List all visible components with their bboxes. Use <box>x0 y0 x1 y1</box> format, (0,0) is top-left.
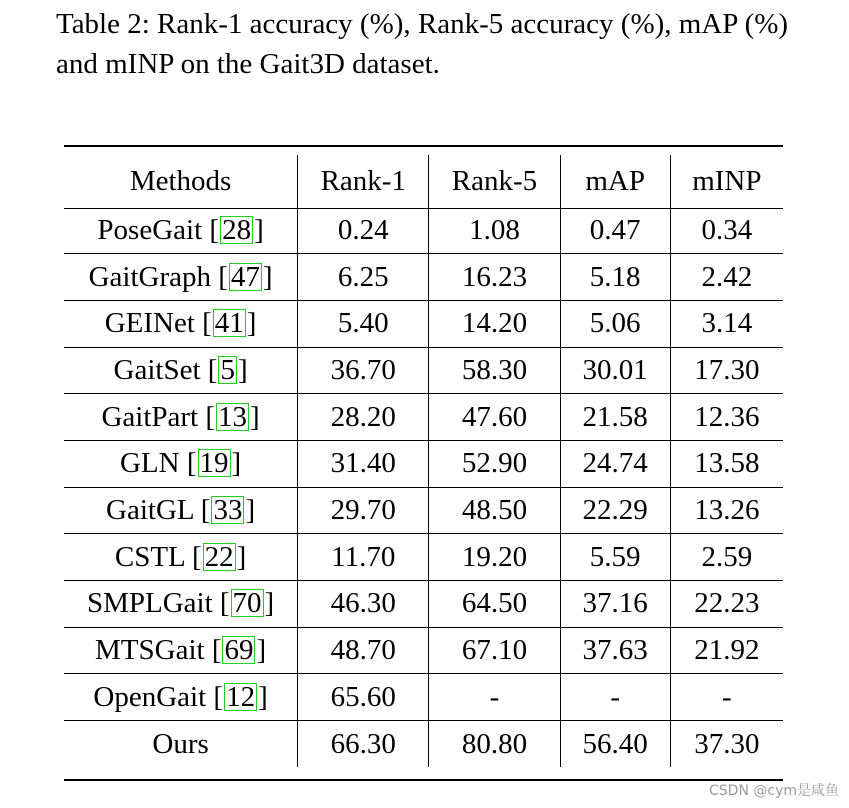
rank1-cell: 5.40 <box>298 300 429 347</box>
minp-cell: 37.30 <box>670 721 783 768</box>
rank1-cell: 65.60 <box>298 674 429 721</box>
method-cell: SMPLGait [ 70 ] <box>64 581 298 628</box>
method-name: GaitGraph <box>88 260 211 293</box>
rank1-cell: 28.20 <box>298 394 429 441</box>
table-row <box>64 394 783 441</box>
rank5-cell: - <box>429 674 560 721</box>
table-row <box>64 581 783 628</box>
minp-cell: 13.26 <box>670 487 783 534</box>
rank1-cell: 66.30 <box>298 721 429 768</box>
rank1-cell: 29.70 <box>298 487 429 534</box>
citation-link[interactable]: 5 <box>220 353 235 386</box>
citation-link[interactable]: 69 <box>224 634 254 667</box>
map-cell: 22.29 <box>560 487 670 534</box>
method-cell: MTSGait [ 69 ] <box>64 627 298 674</box>
citation-link[interactable]: 19 <box>199 447 229 480</box>
method-name: MTSGait <box>95 634 205 667</box>
table-row <box>64 347 783 394</box>
table-row <box>64 207 783 254</box>
header-rank5: Rank-5 <box>429 155 560 207</box>
results-table <box>64 155 783 767</box>
method-name: OpenGait <box>93 680 207 713</box>
table-row <box>64 300 783 347</box>
rank1-cell: 48.70 <box>298 627 429 674</box>
method-cell: OpenGait [ 12 ] <box>64 674 298 721</box>
map-cell: 21.58 <box>560 394 670 441</box>
rank5-cell: 67.10 <box>429 627 560 674</box>
method-name: CSTL <box>114 540 185 573</box>
method-name: PoseGait <box>97 213 203 246</box>
method-cell <box>64 721 298 768</box>
table-row <box>64 674 783 721</box>
watermark: CSDN @cym是咸鱼 <box>709 783 839 799</box>
method-name: SMPLGait <box>86 587 213 620</box>
header-methods: Methods <box>129 164 232 197</box>
minp-cell: 22.23 <box>670 581 783 628</box>
table-row <box>64 487 783 534</box>
map-cell: 56.40 <box>560 721 670 768</box>
method-cell: CSTL [ 22 ] <box>64 534 298 581</box>
table-row-ours <box>64 721 783 768</box>
minp-cell: - <box>670 674 783 721</box>
header-rank1: Rank-1 <box>298 155 429 207</box>
citation-link[interactable]: 28 <box>222 213 252 246</box>
table-row <box>64 534 783 581</box>
rank1-cell: 46.30 <box>298 581 429 628</box>
table-bottom-rule <box>64 779 783 781</box>
rank5-cell: 80.80 <box>429 721 560 768</box>
map-cell: 5.18 <box>560 254 670 301</box>
table-row <box>64 627 783 674</box>
map-cell: 5.06 <box>560 300 670 347</box>
method-cell: GaitSet [ 5 ] <box>64 347 298 394</box>
map-cell: 5.59 <box>560 534 670 581</box>
map-cell: 37.63 <box>560 627 670 674</box>
citation-link[interactable]: 13 <box>218 400 248 433</box>
method-cell: GEINet [ 41 ] <box>64 300 298 347</box>
citation-link[interactable]: 12 <box>226 680 256 713</box>
rank1-cell: 31.40 <box>298 440 429 487</box>
citation-link[interactable]: 47 <box>230 260 260 293</box>
method-name: GEINet <box>104 307 195 340</box>
method-name: Ours <box>152 727 209 760</box>
table-header-row <box>64 155 783 207</box>
table-row <box>64 440 783 487</box>
method-cell: GaitPart [ 13 ] <box>64 394 298 441</box>
method-cell: GLN [ 19 ] <box>64 440 298 487</box>
table-top-rule <box>64 145 783 147</box>
rank5-cell: 19.20 <box>429 534 560 581</box>
rank5-cell: 16.23 <box>429 254 560 301</box>
rank5-cell: 64.50 <box>429 581 560 628</box>
rank1-cell: 11.70 <box>298 534 429 581</box>
rank5-cell: 48.50 <box>429 487 560 534</box>
minp-cell: 13.58 <box>670 440 783 487</box>
rank1-cell: 6.25 <box>298 254 429 301</box>
header-map: mAP <box>560 155 670 207</box>
method-cell: GaitGL [ 33 ] <box>64 487 298 534</box>
citation-link[interactable]: 33 <box>213 493 243 526</box>
minp-cell: 0.34 <box>670 207 783 254</box>
minp-cell: 12.36 <box>670 394 783 441</box>
method-name: GLN <box>119 447 180 480</box>
table-caption: Table 2: Rank-1 accuracy (%), Rank-5 accuracy (%), mAP (%) and mINP on the Gait3D dataset. <box>56 8 789 80</box>
rank5-cell: 14.20 <box>429 300 560 347</box>
minp-cell: 2.42 <box>670 254 783 301</box>
minp-cell: 17.30 <box>670 347 783 394</box>
map-cell: 30.01 <box>560 347 670 394</box>
method-name: GaitPart <box>101 400 199 433</box>
map-cell: 24.74 <box>560 440 670 487</box>
map-cell: 37.16 <box>560 581 670 628</box>
method-cell: PoseGait [ 28 ] <box>64 207 298 254</box>
map-cell: - <box>560 674 670 721</box>
method-name: GaitSet <box>113 353 201 386</box>
rank1-cell: 36.70 <box>298 347 429 394</box>
citation-link[interactable]: 41 <box>214 307 244 340</box>
rank5-cell: 47.60 <box>429 394 560 441</box>
rank5-cell: 1.08 <box>429 207 560 254</box>
minp-cell: 21.92 <box>670 627 783 674</box>
table-row <box>64 254 783 301</box>
citation-link[interactable]: 70 <box>232 587 262 620</box>
header-minp: mINP <box>670 155 783 207</box>
minp-cell: 2.59 <box>670 534 783 581</box>
method-cell: GaitGraph [ 47 ] <box>64 254 298 301</box>
method-name: GaitGL <box>106 493 194 526</box>
rank5-cell: 52.90 <box>429 440 560 487</box>
rank5-cell: 58.30 <box>429 347 560 394</box>
citation-link[interactable]: 22 <box>204 540 234 573</box>
minp-cell: 3.14 <box>670 300 783 347</box>
map-cell: 0.47 <box>560 207 670 254</box>
rank1-cell: 0.24 <box>298 207 429 254</box>
